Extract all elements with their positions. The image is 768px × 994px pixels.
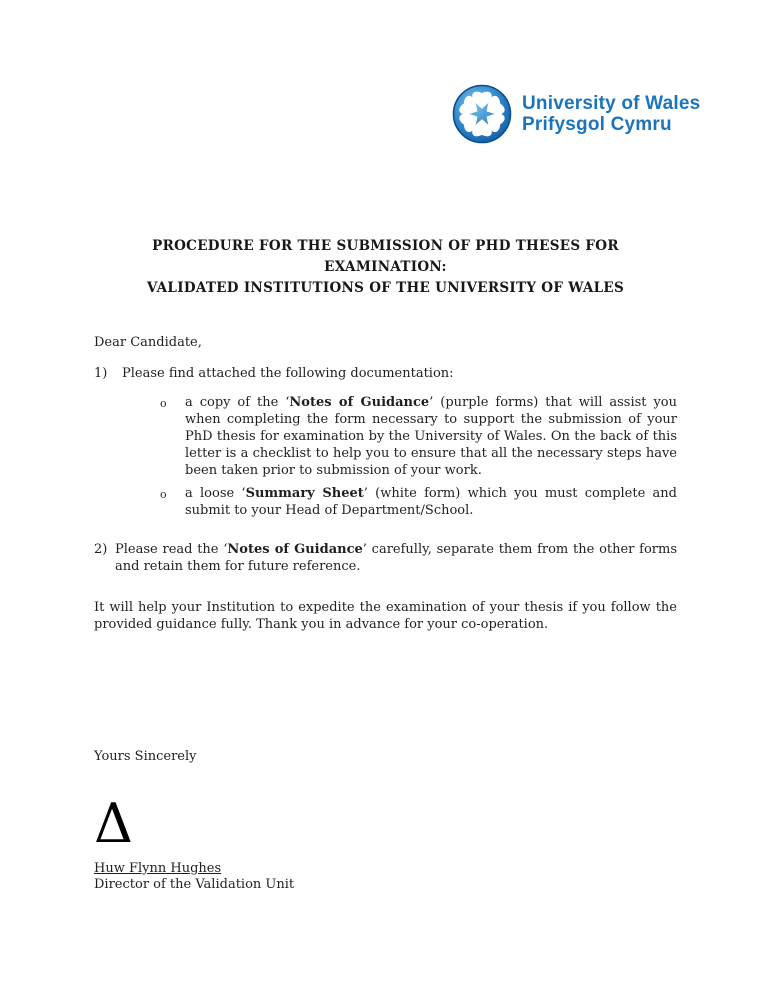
- item-2-text-bold: Notes of Guidance: [227, 542, 363, 557]
- letter-body: [94, 236, 677, 893]
- item-2-text: [115, 541, 677, 575]
- signature-mark: Δ: [94, 792, 133, 855]
- numbered-item-1: [94, 365, 677, 382]
- bullet-2-text-bold: Summary Sheet: [245, 486, 364, 501]
- closing-paragraph: It will help your Institution to expedite the examination of your thesis if you follow the provided guidance fully. Thank you in advance for your co-operation.: [94, 600, 677, 632]
- salutation: Dear Candidate,: [94, 335, 202, 350]
- bullet-marker: o: [160, 488, 167, 501]
- university-logo: [452, 84, 700, 144]
- item-2-number: 2): [94, 542, 108, 557]
- item-1-number: 1): [94, 366, 108, 381]
- letter-title-line1: PROCEDURE FOR THE SUBMISSION OF PHD THESES FOR EXAMINATION:: [152, 238, 619, 275]
- valediction: Yours Sincerely: [94, 749, 197, 764]
- bullet-item-notes-of-guidance: [160, 394, 677, 479]
- bullet-2-text-post: ’ (white form) which you must complete and submit to your Head of Department/School.: [185, 486, 677, 518]
- university-logo-wordmark: [522, 93, 700, 135]
- bullet-1-text-pre: a copy of the ‘: [185, 395, 290, 410]
- item-2-text-post: ’ carefully, separate them from the other forms and retain them for future reference.: [115, 542, 678, 574]
- item-1-text: Please find attached the following documentation:: [122, 366, 454, 381]
- letter-title: [94, 236, 677, 299]
- numbered-item-2: [94, 541, 677, 575]
- item-2-text-pre: Please read the ‘: [115, 542, 228, 557]
- signer-title: Director of the Validation Unit: [94, 877, 295, 892]
- bullet-1-text-post: ’ (purple forms) that will assist you when completing the form necessary to support the submission of your PhD thesis for examination by the University of Wales. On the back of this letter is a checklist to help you to ensure that all the necessary steps have been taken prior to submission of your work.: [185, 395, 677, 478]
- signer-name: Huw Flynn Hughes: [94, 861, 222, 876]
- bullet-2-text-pre: a loose ‘: [185, 486, 246, 501]
- letter-title-line2: VALIDATED INSTITUTIONS OF THE UNIVERSITY OF WALES: [146, 280, 625, 296]
- bullet-2-text: [185, 485, 677, 519]
- logo-name-welsh: Prifysgol Cymru: [522, 114, 672, 135]
- bullet-1-text-bold: Notes of Guidance: [289, 395, 430, 410]
- university-logo-icon: [452, 84, 512, 144]
- bullet-item-summary-sheet: [160, 485, 677, 519]
- logo-name-english: University of Wales: [522, 93, 701, 114]
- bullet-marker: o: [160, 397, 167, 410]
- bullet-1-text: [185, 394, 677, 479]
- bullet-list: [160, 394, 677, 519]
